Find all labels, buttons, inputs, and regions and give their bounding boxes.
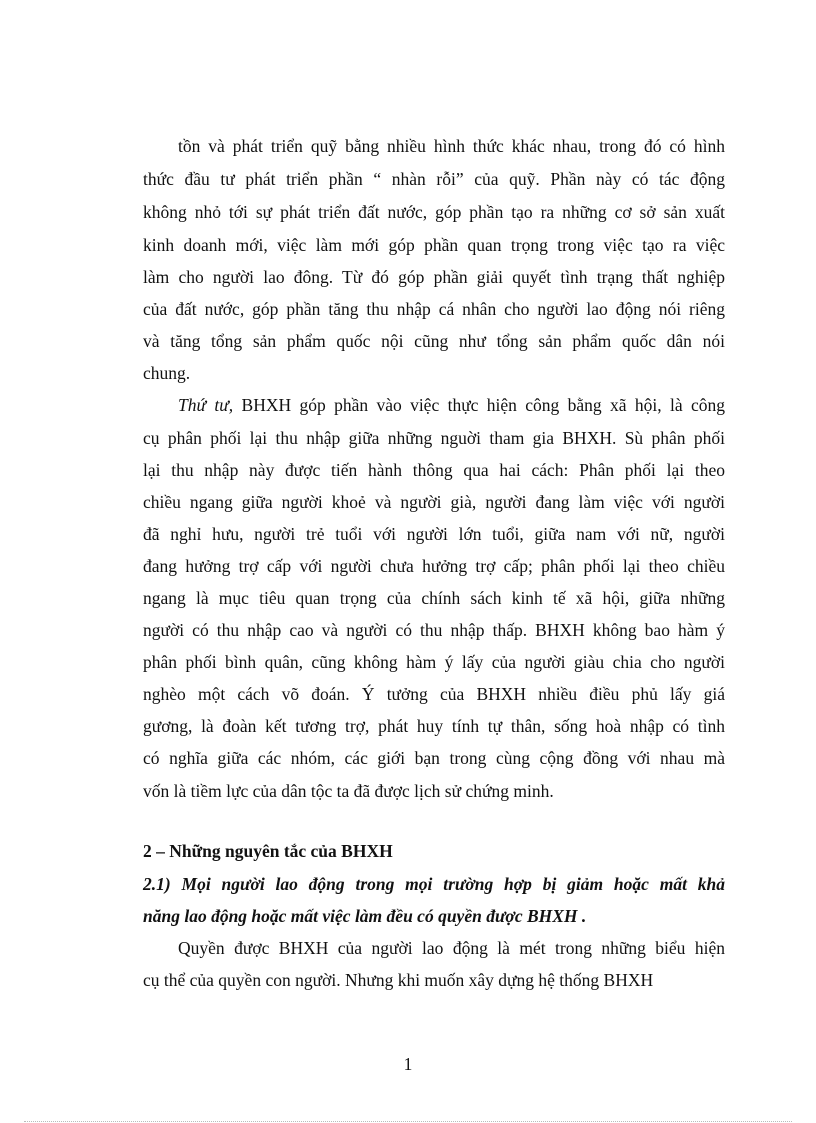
section-heading: 2 – Những nguyên tắc của BHXH [143, 841, 393, 861]
paragraph-2-line-2: cụ phân phối lại thu nhập giữa những nguời tham gia BHXH. Sù phân phối [143, 428, 725, 448]
subsection-heading-line-2: năng lao động hoặc mất việc làm đều có quyền được BHXH . [143, 906, 587, 926]
paragraph-1-line-4: kinh doanh mới, việc làm mới góp phần quan trọng trong việc tạo ra việc [143, 235, 725, 255]
subsection-heading-line-1: 2.1) Mọi người lao động trong mọi trường hợp bị giảm hoặc mất khả [143, 874, 725, 894]
paragraph-2-line-10: nghèo một cách võ đoán. Ý tưởng của BHXH nhiều điều phủ lấy giá [143, 684, 725, 704]
paragraph-2-line-4: chiều ngang giữa người khoẻ và người già, người đang làm việc với người [143, 492, 725, 512]
paragraph-2-line-12: có nghĩa giữa các nhóm, các giới bạn trong cùng cộng đồng với nhau mà [143, 748, 725, 768]
paragraph-1-line-5: làm cho người lao đông. Từ đó góp phần giải quyết tình trạng thất nghiệp [143, 267, 725, 287]
paragraph-2-lead: Thứ tư, [178, 395, 234, 415]
paragraph-1-line-1: tồn và phát triển quỹ bằng nhiều hình thức khác nhau, trong đó có hình [178, 136, 725, 156]
paragraph-1-line-3: không nhỏ tới sự phát triển đất nước, góp phần tạo ra những cơ sở sản xuất [143, 202, 725, 222]
paragraph-3-line-1: Quyền được BHXH của người lao động là mét trong những biểu hiện [178, 938, 725, 958]
paragraph-2-line-9: phân phối bình quân, cũng không hàm ý lấy của người giàu chia cho người [143, 652, 725, 672]
paragraph-3-line-2: cụ thể của quyền con người. Nhưng khi muốn xây dựng hệ thống BHXH [143, 970, 654, 990]
paragraph-2-line-8: người có thu nhập cao và người có thu nhập thấp. BHXH không bao hàm ý [143, 620, 725, 640]
paragraph-1-line-8: chung. [143, 363, 191, 383]
paragraph-2-line-1 [178, 394, 725, 416]
paragraph-1-line-7: và tăng tổng sản phẩm quốc nội cũng như tổng sản phẩm quốc dân nói [143, 331, 725, 351]
paragraph-2-line-6: đang hưởng trợ cấp với người chưa hưởng trợ cấp; phân phối lại theo chiều [143, 556, 725, 576]
paragraph-2-line-1-text: BHXH góp phần vào việc thực hiện công bằng xã hội, là công [233, 395, 725, 415]
page-bottom-dotted-rule [24, 1121, 792, 1122]
page-number: 1 [403, 1054, 413, 1074]
paragraph-1-line-2: thức đầu tư phát triển phần “ nhàn rỗi” của quỹ. Phần này có tác động [143, 169, 725, 189]
paragraph-2-line-13: vốn là tiềm lực của dân tộc ta đã được lịch sử chứng minh. [143, 781, 554, 801]
paragraph-2-line-11: gương, là đoàn kết tương trợ, phát huy tính tự thân, sống hoà nhập có tình [143, 716, 725, 736]
paragraph-1-line-6: của đất nước, góp phần tăng thu nhập cá nhân cho người lao động nói riêng [143, 299, 725, 319]
paragraph-2-line-5: đã nghỉ hưu, người trẻ tuổi với người lớn tuổi, giữa nam với nữ, người [143, 524, 725, 544]
paragraph-2-line-7: ngang là mục tiêu quan trọng của chính sách kinh tế xã hội, giữa những [143, 588, 725, 608]
paragraph-2-line-3: lại thu nhập này được tiến hành thông qua hai cách: Phân phối lại theo [143, 460, 725, 480]
